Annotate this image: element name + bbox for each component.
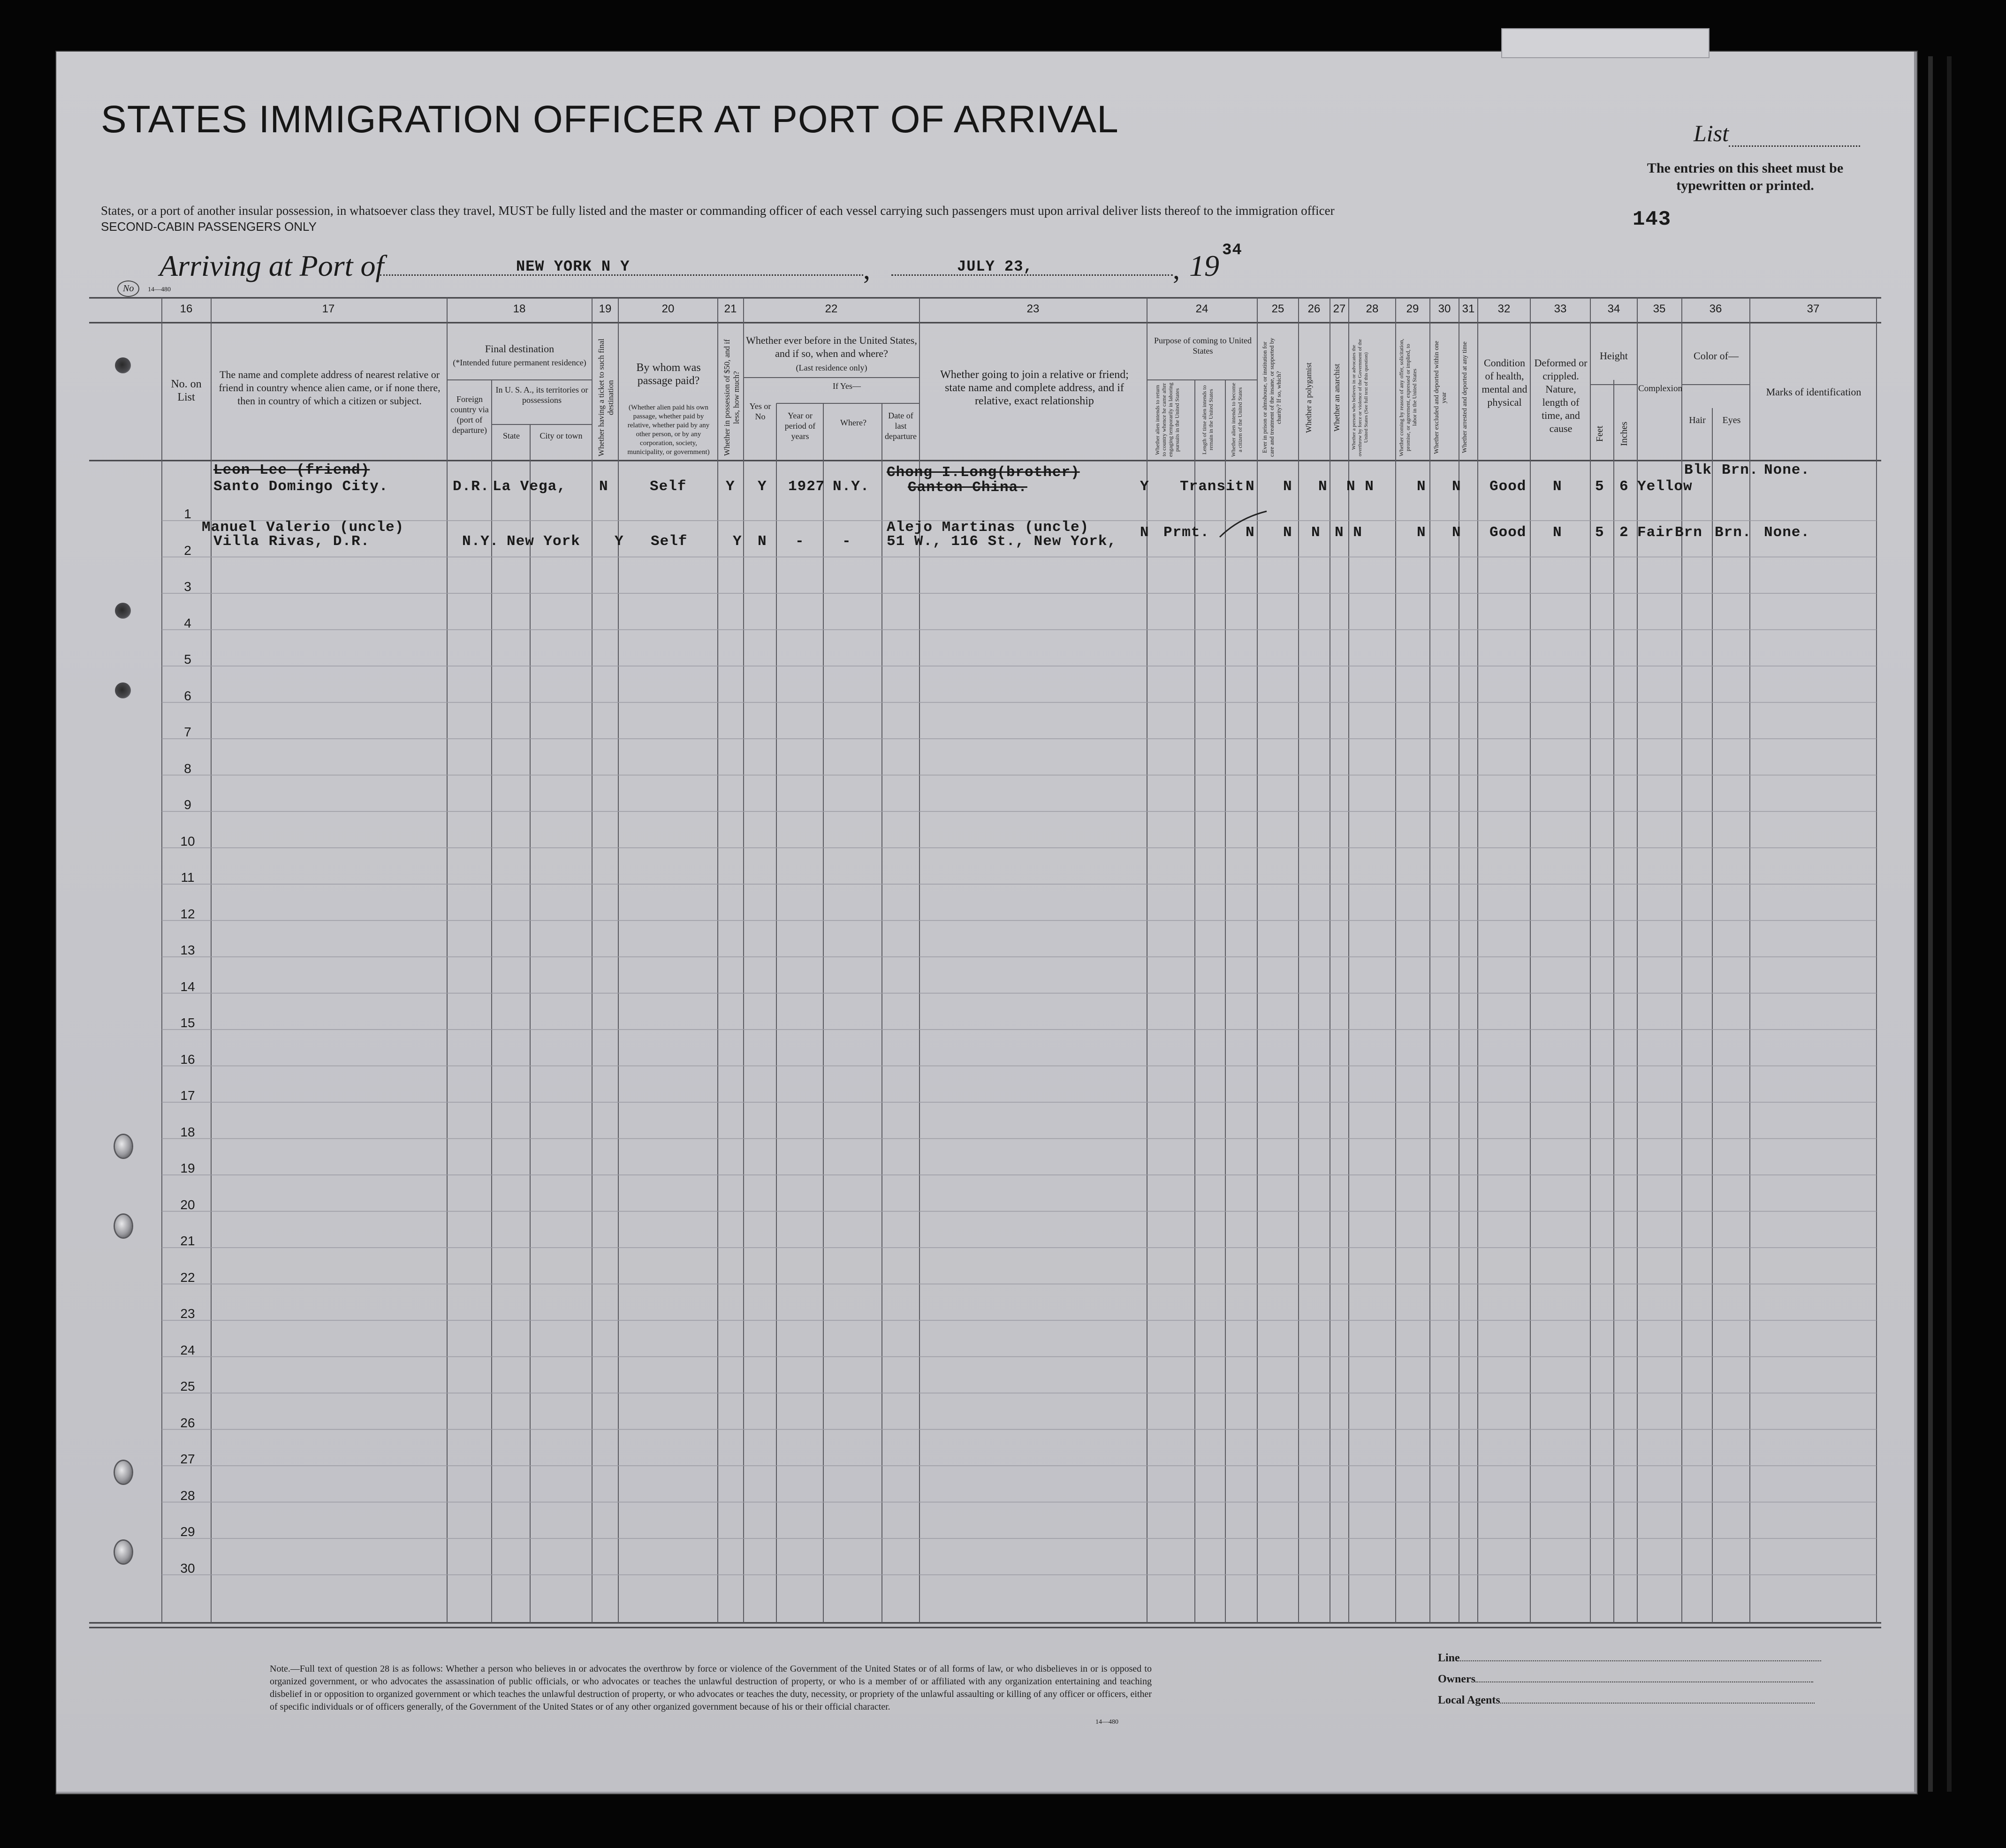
entry-relative-address: Santo Domingo City. (213, 478, 388, 495)
class-line: SECOND-CABIN PASSENGERS ONLY (101, 220, 317, 234)
column-number: 21 (724, 303, 737, 315)
header-yes-no: Yes or No (749, 401, 771, 421)
header-purpose: Purpose of coming to United States (1154, 336, 1252, 356)
header-if-yes: If Yes— (832, 381, 861, 391)
column-number: 24 (1195, 303, 1208, 315)
row-number: 11 (181, 870, 195, 885)
entry-passage-paid: Self (650, 478, 687, 495)
owners-field (1475, 1673, 1813, 1682)
entry-foreign-country: D.R. (453, 478, 490, 495)
column-number: 35 (1653, 303, 1666, 315)
header-offer: Whether coming by reason of any offer, solicitation, promise, or agreement, expressed or implied, to labor in the United States (1398, 339, 1418, 456)
header-passage-paid-sub: (Whether alien paid his own passage, whether paid by relative, whether paid by any other person, or by any corporation, society, municipality, or government) (627, 404, 710, 456)
row-number: 26 (180, 1415, 195, 1430)
entry-excluded: N (1452, 478, 1461, 495)
header-purpose-return: Whether alien intends to return to country whence he came after engaging temporarily in laboring pursuits in the United States (1154, 382, 1180, 457)
entry-eyes: Brn. (1722, 462, 1759, 478)
entry-passage-paid: Self (651, 533, 688, 550)
row-number: 21 (180, 1234, 195, 1248)
header-deformed: Deformed or crippled. Nature, length of time, and cause (1534, 357, 1588, 434)
header-marks: Marks of identification (1766, 386, 1862, 398)
header-inches: Inches (1619, 421, 1629, 447)
entry-deformed: N (1553, 478, 1562, 495)
column-number: 33 (1554, 303, 1567, 315)
row-number: 28 (180, 1488, 195, 1503)
row-number: 19 (180, 1161, 195, 1175)
column-number: 30 (1438, 303, 1451, 315)
entry-deformed: N (1553, 524, 1562, 541)
footer-form-number: 14—480 (1095, 1719, 1118, 1726)
signature-line-agents (1438, 1694, 1815, 1707)
row-number: 8 (184, 761, 191, 776)
list-label (1694, 120, 1860, 147)
entry-offer: N (1417, 478, 1426, 495)
header-polygamist: Whether a polygamist (1304, 362, 1313, 433)
entry-feet: 5 (1595, 524, 1604, 541)
row-number: 18 (180, 1124, 195, 1139)
row-number: 24 (180, 1342, 195, 1357)
entry-feet: 5 (1595, 478, 1604, 495)
entry-marks: None. (1764, 524, 1810, 541)
instructions-text: States, or a port of another insular possession, in whatsoever class they travel, MUST be fully listed and the master or commanding officer of each vessel carrying such passengers must upon arrival deliver lists thereof to the immigration officer (101, 204, 1335, 218)
page-edge (1947, 56, 1952, 1792)
row-number: 2 (184, 543, 191, 558)
punch-hole (115, 357, 131, 373)
header-color: Color of— (1694, 350, 1739, 362)
header-purpose-length: Length of time alien intends to remain in the United States (1201, 385, 1214, 454)
header-final-destination-sub: (*Intended future permanent residence) (453, 358, 586, 367)
page-tab (1501, 28, 1710, 58)
entry-hair: Blk (1684, 462, 1712, 478)
entry-fifty: Y (733, 533, 742, 550)
row-number: 6 (184, 688, 191, 703)
entry-anarchist: N (1311, 524, 1321, 541)
entry-hair: Brn (1675, 524, 1702, 541)
entry-inches: 6 (1619, 478, 1629, 495)
row-number: 7 (184, 725, 191, 739)
arrival-date: JULY 23, (957, 258, 1033, 275)
entry-joining-name: Chong I.Long(brother) (887, 464, 1080, 481)
line-label: Line (1438, 1652, 1460, 1664)
entry-purpose-length: Transit (1180, 478, 1245, 495)
entry-year: 1927 (788, 478, 825, 495)
entry-overthrow: N N (1335, 524, 1362, 541)
entry-purpose-return: N (1140, 524, 1149, 541)
header-ticket: Whether having a ticket to such final destination (597, 338, 615, 457)
footer-note: Note.—Full text of question 28 is as follows: Whether a person who believes in or advocates the overthrow by force or violence of the Government of the United States or of all forms of law, or who disbelieves in or is opposed to organized government, or who advocates the assassination of public officials, or who advocates or teaches the unlawful destruction of property, or who is a member of or affiliated with any organization entertaining and teaching disbelief in or opposition to organized government or which teaches the unlawful destruction of property, or who advocates or teaches the duty, necessity, or propriety of the unlawful assaulting or killing of any officer or officers, either of specific individuals or of officers generally, of the Government of the United States or of any other organized government because of his or their official character. (270, 1664, 1152, 1712)
row-number: 30 (180, 1560, 195, 1575)
column-number: 23 (1026, 303, 1040, 315)
column-number: 29 (1406, 303, 1419, 315)
entry-before: N (758, 533, 767, 550)
agents-label: Local Agents (1438, 1694, 1500, 1706)
row-number: 22 (180, 1270, 195, 1285)
row-number: 3 (184, 579, 191, 594)
column-number: 28 (1366, 303, 1379, 315)
entry-overthrow: N N (1346, 478, 1374, 495)
entry-state: La Vega, (493, 478, 566, 495)
binder-ring (115, 1215, 132, 1237)
column-number: 20 (661, 303, 675, 315)
form-number: 14—480 (148, 286, 171, 293)
agents-field (1500, 1694, 1815, 1704)
line-field (1460, 1652, 1821, 1661)
entry-polygamist: N (1283, 478, 1292, 495)
comma: , (1173, 254, 1180, 285)
form-title: STATES IMMIGRATION OFFICER AT PORT OF ARRIVAL (101, 98, 1119, 141)
entry-marks: None. (1764, 462, 1810, 478)
column-number: 34 (1607, 303, 1620, 315)
entry-relative-name: Manuel Valerio (uncle) (202, 519, 404, 536)
column-number: 19 (599, 303, 612, 315)
signature-line-owners (1438, 1673, 1813, 1686)
column-number: 32 (1497, 303, 1511, 315)
header-final-destination: Final destination (485, 343, 555, 355)
row-number: 16 (180, 1052, 195, 1067)
entry-polygamist: N (1283, 524, 1292, 541)
row-number: 15 (180, 1015, 195, 1030)
header-fifty-dollars: Whether in possession of $50, and if less, how much? (722, 339, 741, 456)
page-edge (1928, 56, 1933, 1792)
column-number: 16 (180, 303, 193, 315)
list-label-text: List (1694, 120, 1729, 146)
entry-joining-address: Canton China. (908, 479, 1027, 496)
row-number: 5 (184, 652, 191, 666)
row-number: 23 (180, 1306, 195, 1321)
column-number: 36 (1709, 303, 1722, 315)
binder-ring (115, 1541, 132, 1563)
entry-year: - (795, 533, 805, 550)
column-number: 27 (1333, 303, 1346, 315)
entry-health: Good (1489, 524, 1527, 541)
header-complexion: Complexion (1638, 384, 1682, 394)
header-hair: Hair (1689, 415, 1706, 425)
entry-inches: 2 (1619, 524, 1629, 541)
punch-hole (115, 682, 131, 698)
owners-label: Owners (1438, 1673, 1475, 1685)
header-health: Condition of health, mental and physical (1482, 357, 1527, 408)
signature-line-line (1438, 1652, 1821, 1665)
punch-hole (115, 603, 131, 619)
list-number-line (1729, 127, 1860, 147)
row-number: 29 (180, 1524, 195, 1539)
entry-where: N.Y. (833, 478, 870, 495)
header-overthrow: Whether a person who believes in or advocates the overthrow by force or violence of the Government of the United States (See full text of this question) (1351, 339, 1369, 456)
header-last-departure: Date of last departure (885, 411, 917, 441)
arriving-label: Arriving at Port of (160, 249, 384, 282)
entry-anarchist: N (1318, 478, 1328, 495)
header-passage-paid: By whom was passage paid? (636, 362, 701, 387)
header-purpose-citizen: Whether alien intends to become a citizen of the United States (1230, 383, 1243, 457)
header-state: State (503, 431, 520, 440)
row-number: 20 (180, 1197, 195, 1212)
entry-purpose-length: Prmt. (1163, 524, 1210, 541)
entry-where: - (842, 533, 851, 550)
entry-eyes: Brn. (1715, 524, 1752, 541)
header-in-usa: In U. S. A., its territories or possessions (495, 385, 588, 405)
entry-joining-name: Alejo Martinas (uncle) (887, 519, 1089, 536)
header-prison: Ever in prison or almshouse, or institution for care and treatment of the insane, or supported by charity? If so, which? (1261, 338, 1282, 457)
header-no-on-list: No. on List (171, 378, 202, 403)
header-excluded: Whether excluded and deported within one year (1433, 341, 1448, 454)
column-number: 17 (322, 303, 335, 315)
no-label: No (117, 280, 139, 297)
entry-relative-name: Leon Lee (friend) (213, 462, 370, 478)
comma: , (863, 254, 870, 285)
row-number: 10 (180, 833, 195, 848)
binder-ring (115, 1135, 132, 1158)
header-joining: Whether going to join a relative or friend; state name and complete address, and if relative, exact relationship (940, 369, 1129, 407)
entry-offer: N (1417, 524, 1426, 541)
header-before-in-us: Whether ever before in the United States, and if so, when and where? (746, 334, 917, 359)
header-feet: Feet (1595, 425, 1605, 442)
entry-complexion: Yellow (1637, 478, 1693, 495)
row-number: 4 (184, 615, 191, 630)
entry-relative-address: Villa Rivas, D.R. (213, 533, 370, 550)
header-relative: The name and complete address of nearest relative or friend in country whence alien came, or if none there, then in country of which a citizen or subject. (219, 369, 441, 407)
header-height: Height (1600, 350, 1628, 362)
binder-ring (115, 1461, 132, 1484)
entry-excluded: N (1452, 524, 1461, 541)
column-number: 25 (1271, 303, 1284, 315)
column-number: 31 (1462, 303, 1475, 315)
header-city: City or town (539, 431, 583, 440)
row-number: 14 (180, 979, 195, 994)
header-anarchist: Whether an anarchist (1332, 364, 1341, 432)
row-number: 13 (180, 943, 195, 957)
entry-state: N.Y. (462, 533, 499, 550)
entry-joining-address: 51 W., 116 St., New York, (887, 533, 1117, 550)
header-where: Where? (840, 418, 866, 427)
form-instructions (101, 203, 1611, 235)
row-number: 12 (180, 906, 195, 921)
sheet-number: 143 (1633, 208, 1672, 231)
entry-city: New York (507, 533, 580, 550)
header-arrested: Whether arrested and deported at any time (1461, 341, 1468, 454)
column-number: 37 (1807, 303, 1820, 315)
entry-health: Good (1489, 478, 1527, 495)
header-year: Year or period of years (784, 411, 816, 441)
row-number: 1 (184, 507, 191, 521)
row-number: 25 (180, 1379, 195, 1394)
header-before-in-us-sub: (Last residence only) (796, 363, 867, 372)
header-eyes: Eyes (1722, 415, 1741, 425)
entry-purpose-return: Y (1140, 478, 1149, 495)
entry-prison: N (1246, 478, 1255, 495)
column-number: 22 (825, 303, 838, 315)
column-number: 18 (513, 303, 526, 315)
entries-note: The entries on this sheet must be typewritten or printed. (1647, 160, 1844, 193)
arrival-century: 19 (1189, 249, 1219, 282)
arrival-year: 34 (1222, 242, 1242, 259)
entry-complexion: Fair (1637, 524, 1674, 541)
arrival-port: NEW YORK N Y (516, 258, 630, 275)
entry-ticket: N (599, 478, 608, 495)
entry-fifty: Y (726, 478, 735, 495)
entry-ticket: Y (615, 533, 624, 550)
row-number: 9 (184, 797, 191, 812)
entry-prison: N (1246, 524, 1255, 541)
row-number: 17 (180, 1088, 195, 1103)
header-foreign-country: Foreign country via (port of departure) (450, 394, 489, 435)
entry-before: Y (758, 478, 767, 495)
row-number: 27 (180, 1452, 195, 1466)
column-number: 26 (1307, 303, 1321, 315)
